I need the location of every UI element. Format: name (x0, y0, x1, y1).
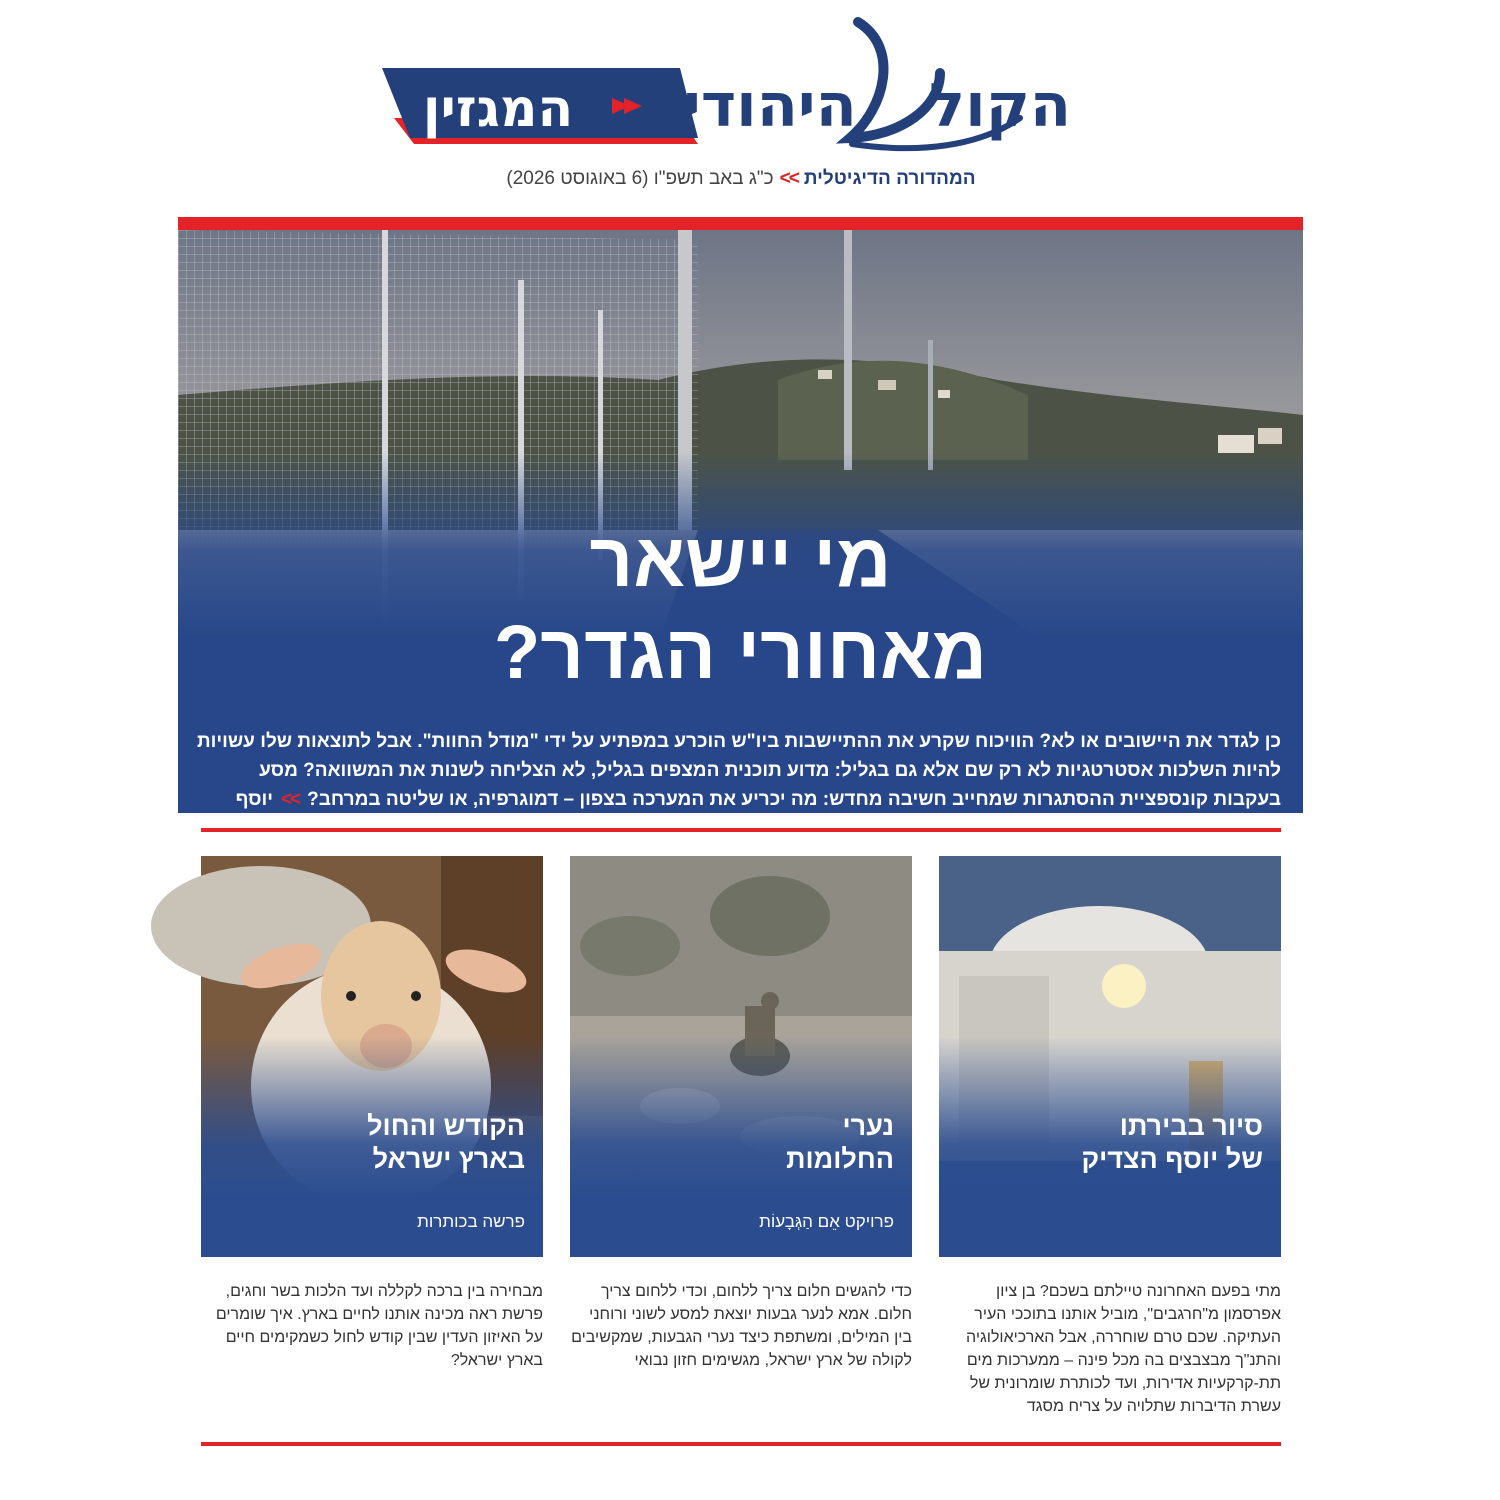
hero-lede (196, 727, 1281, 843)
card-title[interactable] (1082, 1110, 1264, 1176)
logo-word-1: הקול (928, 71, 1072, 141)
chevron-icon: >> (779, 168, 798, 189)
card-photo-hilltop (570, 856, 912, 1257)
hero-article[interactable] (178, 230, 1303, 813)
edition-line (0, 168, 1482, 190)
card-title-line1: סיור בבירתו (1119, 1111, 1263, 1141)
logo-sub-text: המגזין (422, 79, 574, 139)
hero-headline-line2: מאחורי הגדר? (493, 610, 988, 695)
logo-graphic (380, 18, 1102, 166)
card-photo-sheep (201, 856, 543, 1257)
card-title[interactable] (786, 1110, 894, 1176)
card-summary: מבחירה בין ברכה לקללה ועד הלכות בשר וחגים, פרשת ראה מכינה אותנו לחיים בארץ. איך שומרים על האיזון העדין שבין קודש לחול כשמקימים חיים בארץ ישראל? (215, 1283, 543, 1369)
card-photo-tomb (939, 856, 1281, 1257)
hero-lede-text: כן לגדר את היישובים או לא? הוויכוח שקרע את ההתיישבות ביו"ש הוכרע במפתיע על ידי "מודל החוות". אבל לתוצאות שלו עשויות להיות השלכות אסטרטגיות לא רק שם אלא גם בגליל: מדוע תוכנית המצפים בגליל, לא הצליחה לשנות את המשוואה? מסע בעקבות קונספציית ההסתגרות שמחייב חשיבה מחדש: מה יכריע את המערכה בצפון – דמוגרפיה, או שליטה במרחב? (197, 731, 1281, 810)
chevron-icon: >> (280, 789, 300, 810)
hero-headline[interactable] (178, 515, 1303, 699)
divider-mid (201, 828, 1281, 832)
article-card[interactable] (201, 856, 543, 1257)
masthead-logo[interactable] (380, 18, 1102, 166)
edition-date: כ"ג באב תשפ"ו (6 באוגוסט 2026) (506, 168, 774, 189)
divider-bottom (201, 1442, 1281, 1446)
card-title[interactable] (367, 1110, 525, 1176)
logo-word-2: היהודי (683, 71, 857, 141)
card-summary: כדי להגשים חלום צריך ללחום, וכדי ללחום צריך חלום. אמא לנער גבעות יוצאת למסע לשוני ורוחני בין המילים, ומשתפת כיצד נערי הגבעות, שמקשיבים לקולה של ארץ ישראל, מגשימים חזון נבואי (571, 1283, 912, 1369)
card-title-line1: הקודש והחול (367, 1111, 525, 1141)
article-card[interactable] (570, 856, 912, 1257)
article-card[interactable] (939, 856, 1281, 1257)
card-summary: מתי בפעם האחרונה טיילתם בשכם? בן ציון אפרסמון מ"חרגבים", מוביל אותנו בתוככי העיר העתיקה. שכם טרם שוחררה, אבל הארכיאולוגיה והתנ"ך מבצבצים בה מכל פינה – ממערכות מים תת-קרקעיות אדירות, ועד לכותרת שומרונית של עשרת הדיברות שתלויה על צריח מסגד (966, 1283, 1281, 1415)
card-title-line1: נערי (842, 1111, 894, 1141)
edition-name: המהדורה הדיגיטלית (803, 168, 976, 189)
hero-author: יוסף (235, 789, 273, 810)
card-tag: פרשה בכותרות (417, 1212, 525, 1231)
divider-top (178, 217, 1303, 230)
card-title-line2: בארץ ישראל (372, 1144, 525, 1174)
card-title-line2: החלומות (786, 1144, 894, 1174)
card-tag: פרויקט אֵם הַגְּבָעוֹת (759, 1212, 894, 1231)
card-title-line2: של יוסף הצדיק (1081, 1144, 1263, 1174)
hero-headline-line1: מי יישאר (589, 518, 892, 603)
